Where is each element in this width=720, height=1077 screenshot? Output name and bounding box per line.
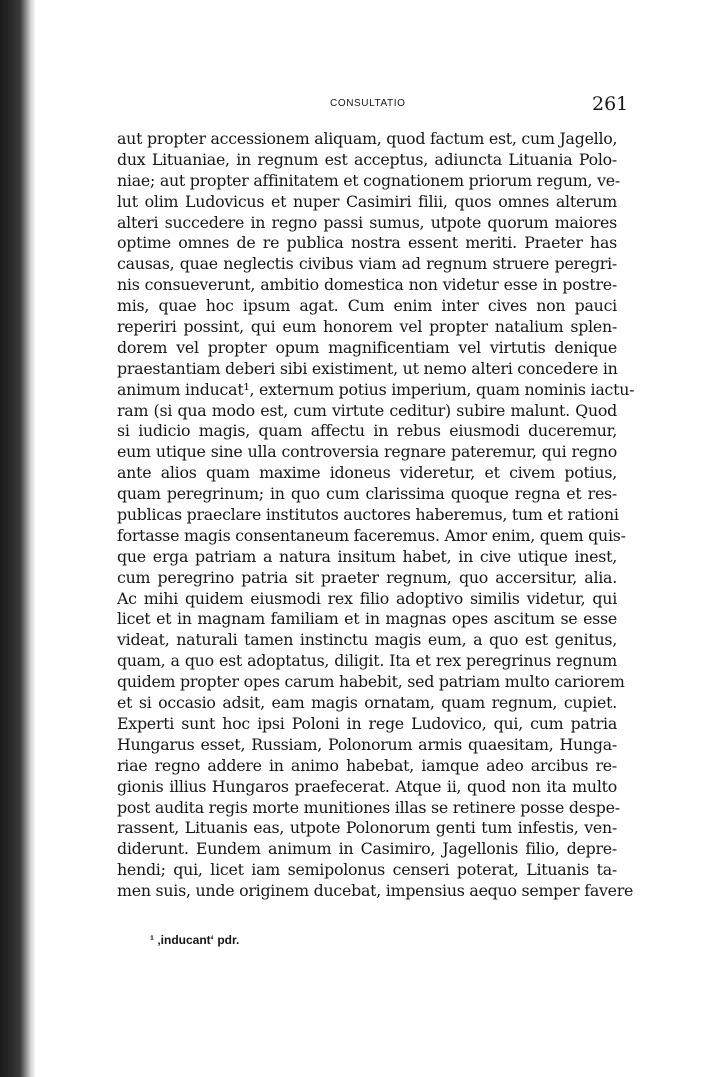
text-line: niae; aut propter affinitatem et cognationem priorum regum, ve- [117, 170, 620, 190]
text-line: optime omnes de re publica nostra essent meriti. Praeter has [117, 233, 617, 253]
binding-edge [0, 0, 36, 1077]
text-line: aut propter accessionem aliquam, quod factum est, cum Jagello, [117, 129, 618, 148]
text-line: rassent, Lituanis eas, utpote Polonorum genti tum infestis, ven- [117, 818, 617, 838]
text-line: gionis illius Hungaros praefecerat. Atque ii, quod non ita multo [117, 776, 617, 796]
text-line: quidem propter opes carum habebit, sed patriam multo cariorem [117, 672, 625, 692]
text-line: animum inducat¹, externum potius imperium, quam nominis iactu- [117, 379, 635, 399]
text-line: publicas praeclare institutos auctores haberemus, tum et rationi [117, 505, 619, 525]
text-line: et si occasio adsit, eam magis ornatam, quam regnum, cupiet. [117, 693, 617, 713]
text-line: Experti sunt hoc ipsi Poloni in rege Ludovico, qui, cum patria [117, 713, 617, 733]
text-line: post audita regis morte munitiones illas se retinere posse despe- [117, 797, 620, 817]
text-line: reperiri possint, qui eum honorem vel propter natalium splen- [117, 317, 617, 337]
text-line: ram (si qua modo est, cum virtute ceditur) subire malunt. Quod [117, 400, 617, 420]
text-line: praestantiam deberi sibi existiment, ut nemo alteri concedere in [117, 358, 618, 378]
text-line: riae regno addere in animo habebat, iamque adeo arcibus re- [117, 755, 617, 775]
text-line: diderunt. Eundem animum in Casimiro, Jagellonis filio, depre- [117, 839, 617, 859]
text-line: hendi; qui, licet iam semipolonus censeri poterat, Lituanis ta- [117, 860, 617, 880]
text-line: dux Lituaniae, in regnum est acceptus, adiuncta Lituania Polo- [117, 149, 617, 169]
text-line: Hungarus esset, Russiam, Polonorum armis quaesitam, Hunga- [117, 734, 617, 754]
page-number: 261 [592, 93, 629, 115]
running-title: CONSULTATIO [330, 98, 406, 109]
text-line: nis consueverunt, ambitio domestica non videtur esse in postre- [117, 275, 617, 295]
text-line: licet et in magnam familiam et in magnas opes ascitum se esse [117, 609, 617, 629]
text-line: alteri succedere in regno passi sumus, utpote quorum maiores [117, 212, 617, 232]
text-line: videat, naturali tamen instinctu magis eum, a quo est genitus, [117, 630, 617, 650]
text-line: Ac mihi quidem eiusmodi rex filio adoptivo similis videtur, qui [117, 588, 617, 608]
footnote: ¹ ‚inducant‘ pdr. [150, 933, 240, 947]
text-line: causas, quae neglectis civibus viam ad regnum struere peregri- [117, 254, 617, 274]
text-line: que erga patriam a natura insitum habet, in cive utique inest, [117, 546, 617, 566]
text-line: si iudicio magis, quam affectu in rebus eiusmodi duceremur, [117, 421, 617, 441]
text-line: quam peregrinum; in quo cum clarissima quoque regna et res- [117, 484, 617, 504]
text-line: quam, a quo est adoptatus, diligit. Ita et rex peregrinus regnum [117, 651, 617, 671]
text-line: eum utique sine ulla controversia regnare pateremur, qui regno [117, 442, 617, 462]
body-text [117, 129, 635, 902]
text-line: mis, quae hoc ipsum agat. Cum enim inter cives non pauci [117, 296, 617, 316]
text-line: dorem vel propter opum magnificentiam vel virtutis denique [117, 337, 617, 357]
text-line: lut olim Ludovicus et nuper Casimiri filii, quos omnes alterum [117, 191, 617, 211]
text-line: men suis, unde originem ducebat, impensius aequo semper favere [117, 881, 634, 901]
text-line: cum peregrino patria sit praeter regnum, quo accersitur, alia. [117, 567, 617, 587]
text-line: ante alios quam maxime idoneus videretur, et civem potius, [117, 463, 617, 483]
text-line: fortasse magis consentaneum faceremus. Amor enim, quem quis- [117, 525, 626, 545]
